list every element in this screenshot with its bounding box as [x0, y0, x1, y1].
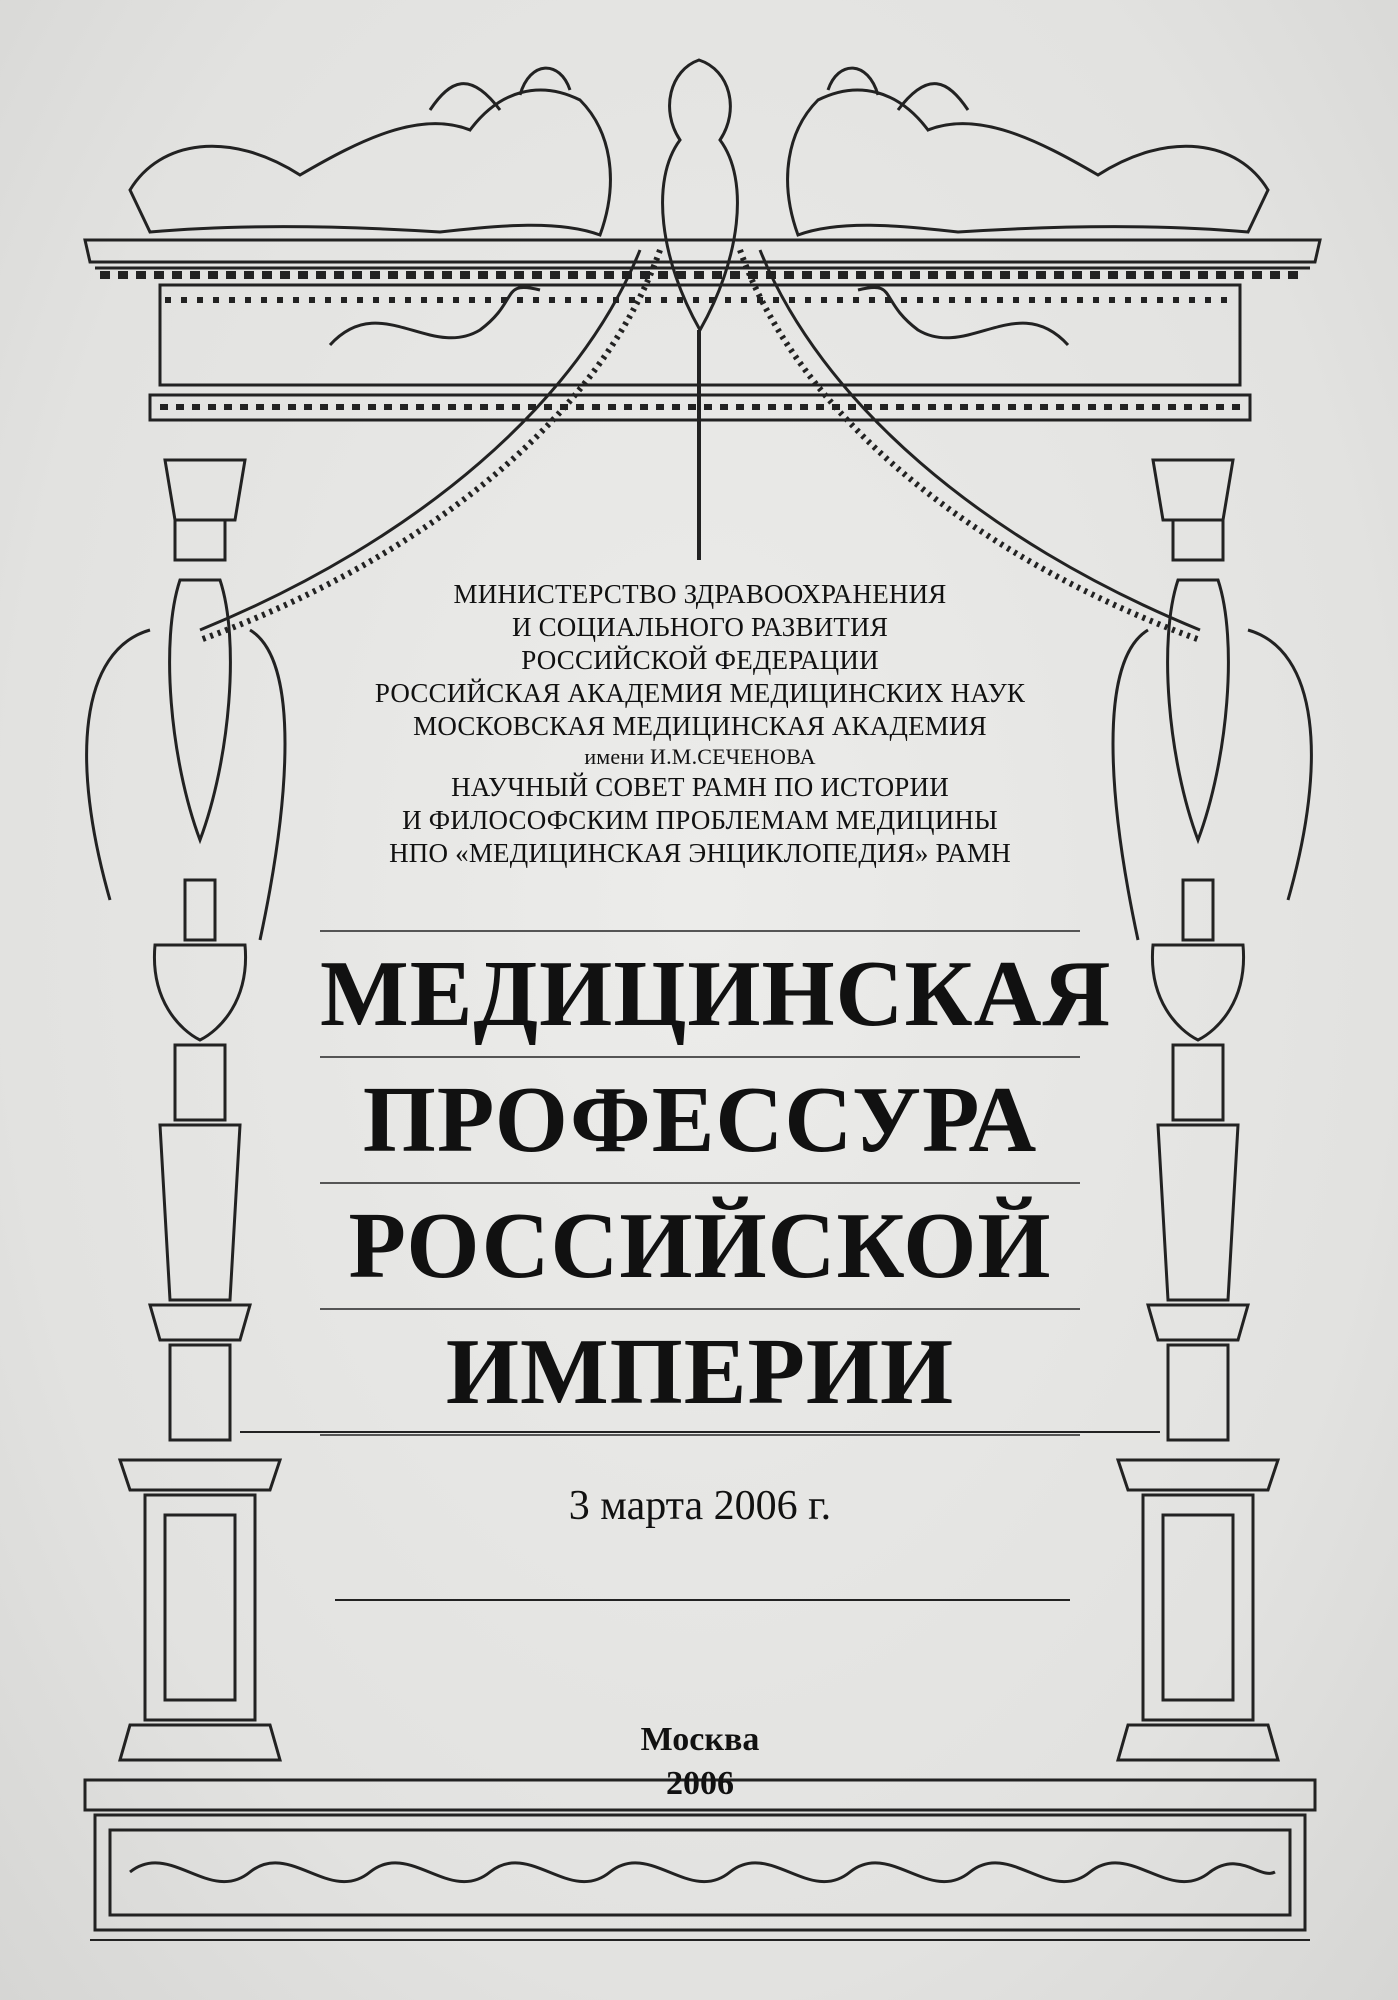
publisher-line: МИНИСТЕРСТВО ЗДРАВООХРАНЕНИЯ — [453, 579, 947, 609]
publisher-line: НПО «МЕДИЦИНСКАЯ ЭНЦИКЛОПЕДИЯ» РАМН — [389, 838, 1011, 868]
publisher-line: МОСКОВСКАЯ МЕДИЦИНСКАЯ АКАДЕМИЯ — [413, 711, 987, 741]
title-line: МЕДИЦИНСКАЯ — [320, 930, 1080, 1056]
left-griffin — [130, 90, 610, 235]
imprint — [330, 1718, 1070, 1806]
title-line: ИМПЕРИИ — [320, 1308, 1080, 1436]
cornice-top — [85, 240, 1320, 262]
right-column — [1113, 460, 1311, 1760]
publisher-line: имени И.М.СЕЧЕНОВА — [584, 744, 816, 769]
publisher-line: РОССИЙСКОЙ ФЕДЕРАЦИИ — [521, 645, 879, 675]
publisher-line: И СОЦИАЛЬНОГО РАЗВИТИЯ — [511, 612, 889, 642]
double-eagle — [663, 60, 738, 330]
title-line: РОССИЙСКОЙ — [320, 1182, 1080, 1308]
book-title — [320, 930, 1112, 1436]
right-griffin — [788, 90, 1268, 235]
imprint-year: 2006 — [666, 1765, 734, 1802]
left-column — [87, 460, 285, 1760]
publisher-line: И ФИЛОСОФСКИМ ПРОБЛЕМАМ МЕДИЦИНЫ — [402, 805, 998, 835]
publication-date: 3 марта 2006 г. — [568, 1483, 832, 1529]
publisher-line: НАУЧНЫЙ СОВЕТ РАМН ПО ИСТОРИИ — [451, 772, 949, 802]
scroll-frieze — [130, 1863, 1275, 1882]
title-line: ПРОФЕССУРА — [320, 1056, 1080, 1182]
imprint-city: Москва — [640, 1721, 760, 1758]
publisher-line: РОССИЙСКАЯ АКАДЕМИЯ МЕДИЦИНСКИХ НАУК — [374, 678, 1026, 708]
publishers-block — [330, 578, 1070, 870]
